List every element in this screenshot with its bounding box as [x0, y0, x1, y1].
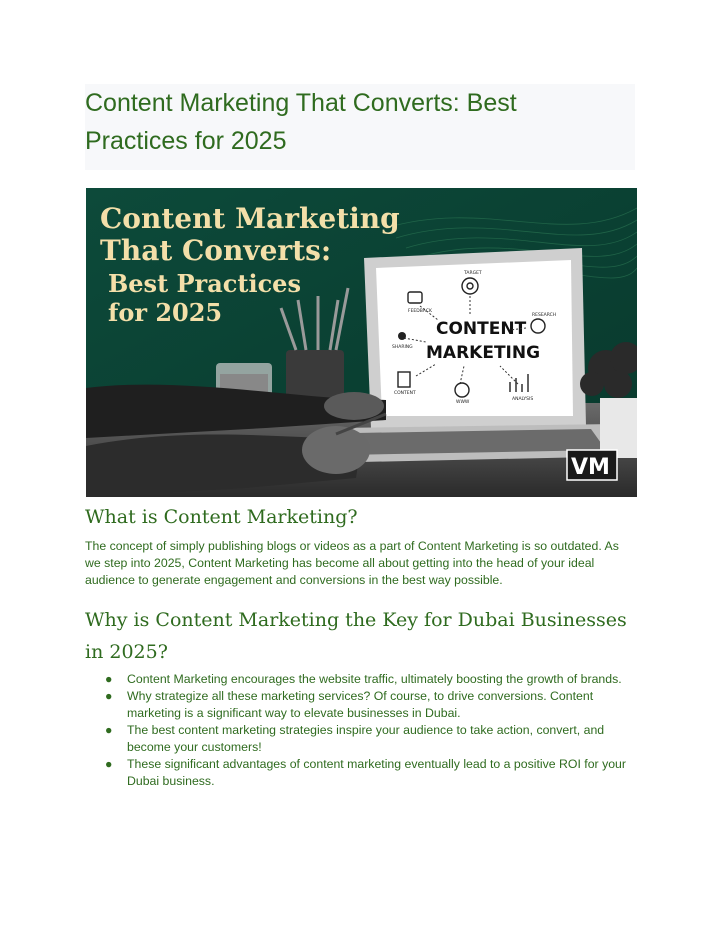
- benefits-list: [85, 671, 635, 790]
- section-heading-what-is: What is Content Marketing?: [85, 506, 358, 528]
- bullet-icon: ●: [105, 723, 113, 737]
- hero-screen-text-content: CONTENT: [436, 319, 527, 339]
- page-title: Content Marketing That Converts: Best Practices for 2025: [85, 89, 517, 155]
- list-item-text: Why strategize all these marketing services? Of course, to drive conversions. Content marketing is a significant way to elevate businesses in Dubai.: [127, 689, 594, 720]
- bullet-icon: ●: [105, 757, 113, 771]
- hero-label-target: TARGET: [464, 271, 482, 276]
- sharing-icon: [398, 332, 406, 340]
- list-item: [85, 756, 635, 790]
- hero-label-sharing: SHARING: [392, 345, 413, 350]
- section-heading-why: Why is Content Marketing the Key for Dubai Businesses in 2025?: [85, 609, 627, 663]
- list-item-text: Content Marketing encourages the website traffic, ultimately boosting the growth of brands.: [127, 672, 622, 686]
- hero-screen-text-marketing: MARKETING: [426, 343, 541, 363]
- hero-label-analysis: ANALYSIS: [512, 397, 534, 402]
- list-item: [85, 722, 635, 756]
- list-item-text: These significant advantages of content marketing eventually lead to a positive ROI for your Dubai business.: [127, 757, 626, 788]
- hero-logo: VM: [571, 455, 610, 480]
- hero-headline-line-4: for 2025: [108, 298, 223, 327]
- list-item-text: The best content marketing strategies inspire your audience to take action, convert, and become your customers!: [127, 723, 605, 754]
- list-item: [85, 671, 635, 688]
- hero-headline-line-3: Best Practices: [108, 269, 301, 298]
- list-item: [85, 688, 635, 722]
- hero-label-research: RESEARCH: [532, 313, 557, 318]
- hero-headline-line-1: Content Marketing: [100, 202, 400, 235]
- hero-label-feedback: FEEDBACK: [408, 309, 432, 314]
- hero-label-content: CONTENT: [394, 391, 416, 396]
- hero-image: [86, 188, 637, 497]
- hero-label-www: WWW: [456, 400, 470, 405]
- bullet-icon: ●: [105, 672, 113, 686]
- bullet-icon: ●: [105, 689, 113, 703]
- section-paragraph: The concept of simply publishing blogs or videos as a part of Content Marketing is so outdated. As we step into 2025, Content Marketing has become all about getting into the head of your ideal audience to generate engagement and conversions in the best way possible.: [85, 539, 619, 587]
- hero-headline-line-2: That Converts:: [100, 234, 332, 267]
